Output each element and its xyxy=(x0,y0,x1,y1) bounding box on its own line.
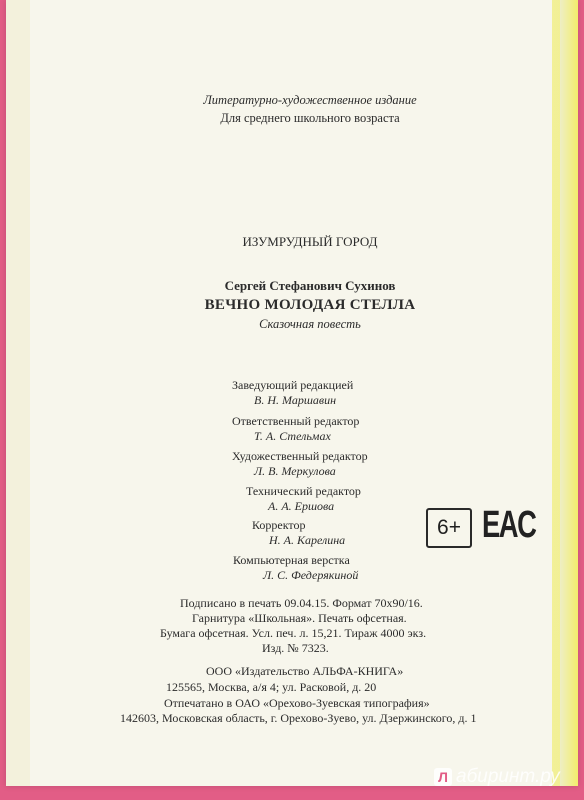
credit-name: Л. В. Меркулова xyxy=(254,464,336,478)
watermark-text: абиринт.ру xyxy=(456,766,560,787)
watermark xyxy=(434,766,560,788)
credit-name: В. Н. Маршавин xyxy=(254,393,337,407)
printer-line: 142603, Московская область, г. Орехово-Зуево, ул. Дзержинского, д. 1 xyxy=(120,711,477,725)
print-info-line: Гарнитура «Школьная». Печать офсетная. xyxy=(192,611,407,625)
credit-name: Н. А. Карелина xyxy=(269,533,346,547)
edition-type: Литературно-художественное издание xyxy=(203,93,417,107)
series-name: ИЗУМРУДНЫЙ ГОРОД xyxy=(242,234,378,249)
book-title: ВЕЧНО МОЛОДАЯ СТЕЛЛА xyxy=(204,297,416,313)
credit-name: Т. А. Стельмах xyxy=(254,429,331,443)
author-name: Сергей Стефанович Сухинов xyxy=(224,278,396,293)
credit-name: Л. С. Федерякиной xyxy=(263,568,359,582)
book-genre: Сказочная повесть xyxy=(259,317,361,331)
credit-role: Компьютерная верстка xyxy=(233,553,350,567)
credit-role: Заведующий редакцией xyxy=(232,378,354,392)
credit-role: Технический редактор xyxy=(246,484,361,498)
print-info-line: Подписано в печать 09.04.15. Формат 70х90/16. xyxy=(180,596,423,610)
credit-role: Корректор xyxy=(252,518,306,532)
eac-mark-icon: EAC xyxy=(482,504,536,546)
labirint-logo-icon: Л xyxy=(434,768,452,786)
print-info-line: Бумага офсетная. Усл. печ. л. 15,21. Тираж 4000 экз. xyxy=(160,626,427,640)
age-rating-badge: 6+ xyxy=(426,508,472,548)
credit-name: А. А. Ершова xyxy=(268,499,335,513)
page-edge xyxy=(560,0,578,786)
audience-note: Для среднего школьного возраста xyxy=(220,111,400,125)
credit-role: Ответственный редактор xyxy=(232,414,360,428)
publisher-line: 125565, Москва, а/я 4; ул. Расковой, д. 20 xyxy=(166,680,377,694)
publisher-line: ООО «Издательство АЛЬФА-КНИГА» xyxy=(206,664,404,678)
credit-role: Художественный редактор xyxy=(232,449,368,463)
printer-line: Отпечатано в ОАО «Орехово-Зуевская типография» xyxy=(164,696,430,710)
print-info-line: Изд. № 7323. xyxy=(262,641,329,655)
